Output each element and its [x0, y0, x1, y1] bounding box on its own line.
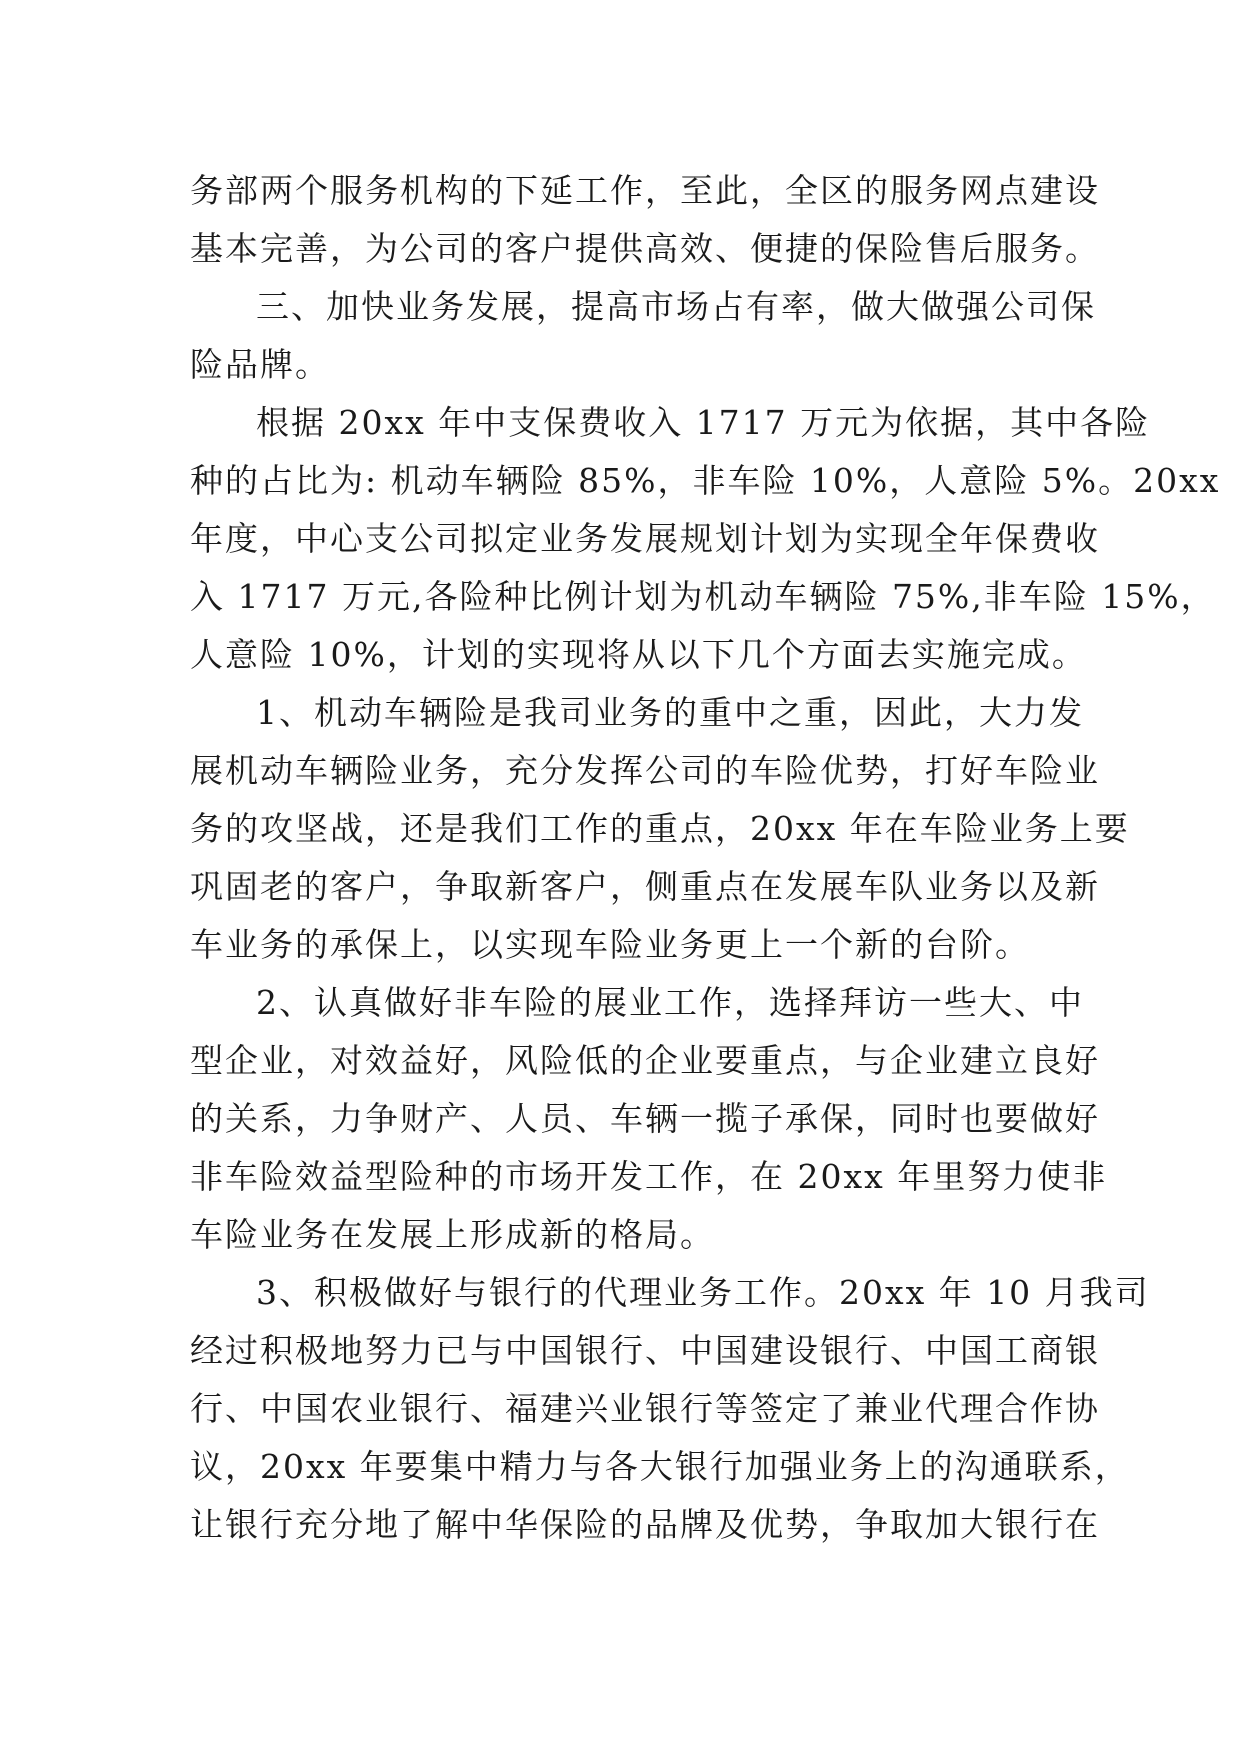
- text-line: 年度，中心支公司拟定业务发展规划计划为实现全年保费收: [190, 519, 1100, 558]
- section-heading-line: 三、加快业务发展，提高市场占有率，做大做强公司保: [256, 287, 1096, 326]
- text-line: 1、机动车辆险是我司业务的重中之重，因此，大力发: [256, 693, 1084, 732]
- text-line: 3、积极做好与银行的代理业务工作。20xx 年 10 月我司: [256, 1273, 1150, 1312]
- body-text: [190, 162, 1221, 1554]
- text-line: 人意险 10%，计划的实现将从以下几个方面去实施完成。: [190, 635, 1087, 674]
- text-line: 2、认真做好非车险的展业工作，选择拜访一些大、中: [256, 983, 1084, 1022]
- text-line: 展机动车辆险业务，充分发挥公司的车险优势，打好车险业: [190, 751, 1100, 790]
- text-line: 巩固老的客户，争取新客户，侧重点在发展车队业务以及新: [190, 867, 1100, 906]
- text-line: 基本完善，为公司的客户提供高效、便捷的保险售后服务。: [190, 229, 1100, 268]
- text-line: 型企业，对效益好，风险低的企业要重点，与企业建立良好: [190, 1041, 1100, 1080]
- text-line: 务的攻坚战，还是我们工作的重点，20xx 年在车险业务上要: [190, 809, 1130, 848]
- text-line: 非车险效益型险种的市场开发工作，在 20xx 年里努力使非: [190, 1157, 1108, 1196]
- text-line: 议，20xx 年要集中精力与各大银行加强业务上的沟通联系，: [190, 1447, 1130, 1486]
- text-line: 经过积极地努力已与中国银行、中国建设银行、中国工商银: [190, 1331, 1100, 1370]
- text-line: 行、中国农业银行、福建兴业银行等签定了兼业代理合作协: [190, 1389, 1100, 1428]
- text-line: 务部两个服务机构的下延工作，至此，全区的服务网点建设: [190, 171, 1100, 210]
- text-line: 入 1717 万元,各险种比例计划为机动车辆险 75%,非车险 15%，: [190, 577, 1216, 616]
- text-line: 让银行充分地了解中华保险的品牌及优势，争取加大银行在: [190, 1505, 1100, 1544]
- section-heading-line: 险品牌。: [190, 345, 330, 384]
- text-line: 种的占比为: 机动车辆险 85%，非车险 10%，人意险 5%。20xx: [190, 461, 1221, 500]
- text-line: 根据 20xx 年中支保费收入 1717 万元为依据，其中各险: [256, 403, 1151, 442]
- text-line: 车业务的承保上，以实现车险业务更上一个新的台阶。: [190, 925, 1030, 964]
- text-line: 的关系，力争财产、人员、车辆一揽子承保，同时也要做好: [190, 1099, 1100, 1138]
- text-line: 车险业务在发展上形成新的格局。: [190, 1215, 715, 1254]
